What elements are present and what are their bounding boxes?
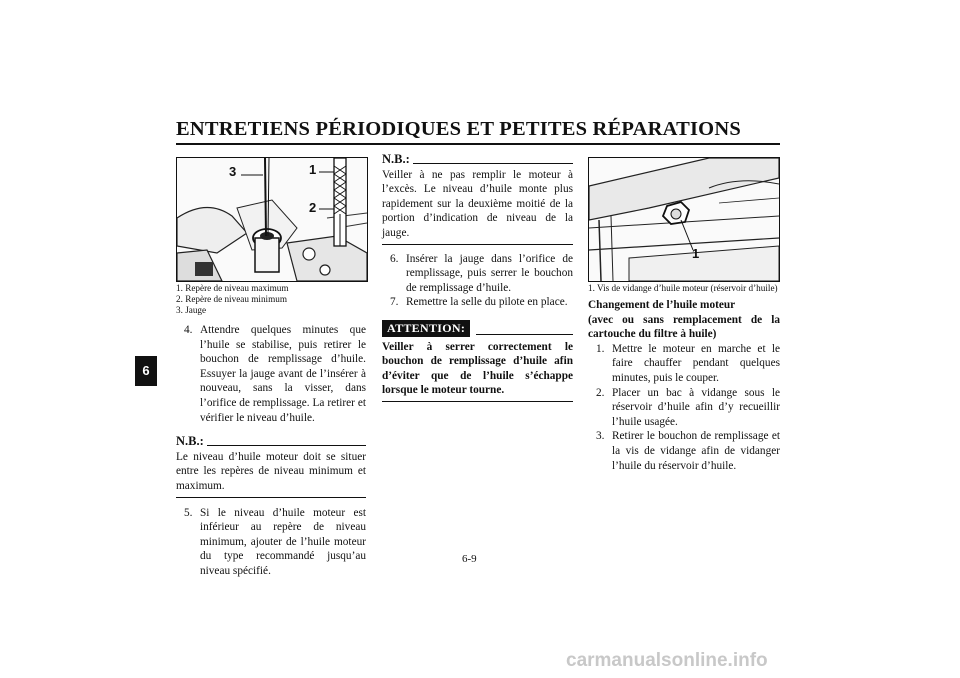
step-text: Mettre le moteur en marche et le faire chauffer pendant quelques minutes, puis le couper. bbox=[612, 342, 780, 384]
step-7 bbox=[382, 295, 573, 310]
nb-end-rule bbox=[176, 497, 366, 498]
attention-text: Veiller à serrer correctement le bouchon de remplissage d’huile afin d’éviter que de l’huile s’échappe lorsque le moteur tourne. bbox=[382, 340, 573, 397]
nb-text: Le niveau d’huile moteur doit se situer entre les repères de niveau minimum et maximum. bbox=[176, 450, 366, 492]
caption-item: 2. Repère de niveau minimum bbox=[176, 294, 287, 304]
nb-end-rule bbox=[382, 244, 573, 245]
nb-label: N.B.: bbox=[176, 434, 204, 449]
figure1-caption bbox=[176, 283, 366, 316]
step-text: Remettre la selle du pilote en place. bbox=[406, 296, 568, 309]
dipstick-illustration bbox=[177, 158, 367, 281]
step-5 bbox=[176, 506, 366, 579]
step-2 bbox=[588, 386, 780, 430]
step-text: Placer un bac à vidange sous le réservoir d’huile afin d’y recueillir l’huile usagée. bbox=[612, 386, 780, 428]
column-1 bbox=[176, 323, 366, 579]
title-rule bbox=[176, 143, 780, 145]
nb-label: N.B.: bbox=[382, 152, 410, 166]
step-text: Retirer le bouchon de remplissage et la vis de vidange afin de vidanger l’huile du réservoir d’huile. bbox=[612, 430, 780, 472]
attention-heading bbox=[382, 320, 573, 337]
step-1 bbox=[588, 342, 780, 386]
step-text: Attendre quelques minutes que l’huile se stabilise, puis retirer le bouchon de remplissage d’huile. Essuyer la jauge avant de l’insérer à nouveau, sans la visser, dans l’orifice de remplissage. La retirer et vérifier le niveau d’huile. bbox=[200, 324, 366, 424]
figure-drain-bolt bbox=[588, 157, 780, 282]
figure-dipstick bbox=[176, 157, 368, 282]
step-number: 4. bbox=[184, 324, 193, 336]
nb-heading bbox=[382, 152, 573, 167]
step-number: 5. bbox=[184, 506, 193, 519]
section-subheading: (avec ou sans remplacement de la cartouche du filtre à huile) bbox=[588, 313, 780, 341]
step-number: 6. bbox=[390, 252, 399, 265]
attention-end-rule bbox=[382, 401, 573, 402]
column-3 bbox=[588, 298, 780, 473]
figure2-caption: 1. Vis de vidange d’huile moteur (réservoir d’huile) bbox=[588, 283, 778, 293]
section-heading: Changement de l’huile moteur bbox=[588, 299, 736, 311]
page-title: ENTRETIENS PÉRIODIQUES ET PETITES RÉPARATIONS bbox=[176, 118, 741, 140]
page-number: 6-9 bbox=[462, 553, 477, 565]
drain-bolt-illustration bbox=[589, 158, 779, 281]
nb-text: Veiller à ne pas remplir le moteur à l’excès. Le niveau d’huile monte plus rapidement sur la deuxième moitié de la portion d’indication de niveau de la jauge. bbox=[382, 168, 573, 239]
step-text: Insérer la jauge dans l’orifice de remplissage, puis serrer le bouchon de remplissage d’huile. bbox=[406, 252, 573, 294]
column-2 bbox=[382, 152, 573, 402]
caption-item: 3. Jauge bbox=[176, 305, 207, 315]
callout-2: 2 bbox=[309, 200, 317, 215]
step-number: 2. bbox=[596, 386, 605, 399]
step-text: Si le niveau d’huile moteur est inférieur au repère de niveau minimum, ajouter de l’huile moteur du type recommandé jusqu’au niveau spécifié. bbox=[200, 506, 366, 577]
callout-1: 1 bbox=[692, 246, 700, 261]
chapter-tab: 6 bbox=[135, 356, 157, 386]
step-number: 3. bbox=[596, 430, 605, 443]
step-number: 1. bbox=[596, 342, 605, 355]
attention-badge: ATTENTION: bbox=[382, 320, 470, 337]
callout-3: 3 bbox=[229, 164, 237, 179]
watermark: carmanualsonline.info bbox=[566, 650, 768, 671]
caption-item: 1. Repère de niveau maximum bbox=[176, 283, 289, 293]
nb-heading bbox=[176, 434, 366, 449]
step-4 bbox=[176, 323, 366, 425]
step-6 bbox=[382, 252, 573, 296]
step-3 bbox=[588, 429, 780, 473]
callout-1: 1 bbox=[309, 162, 317, 177]
step-number: 7. bbox=[390, 296, 399, 309]
